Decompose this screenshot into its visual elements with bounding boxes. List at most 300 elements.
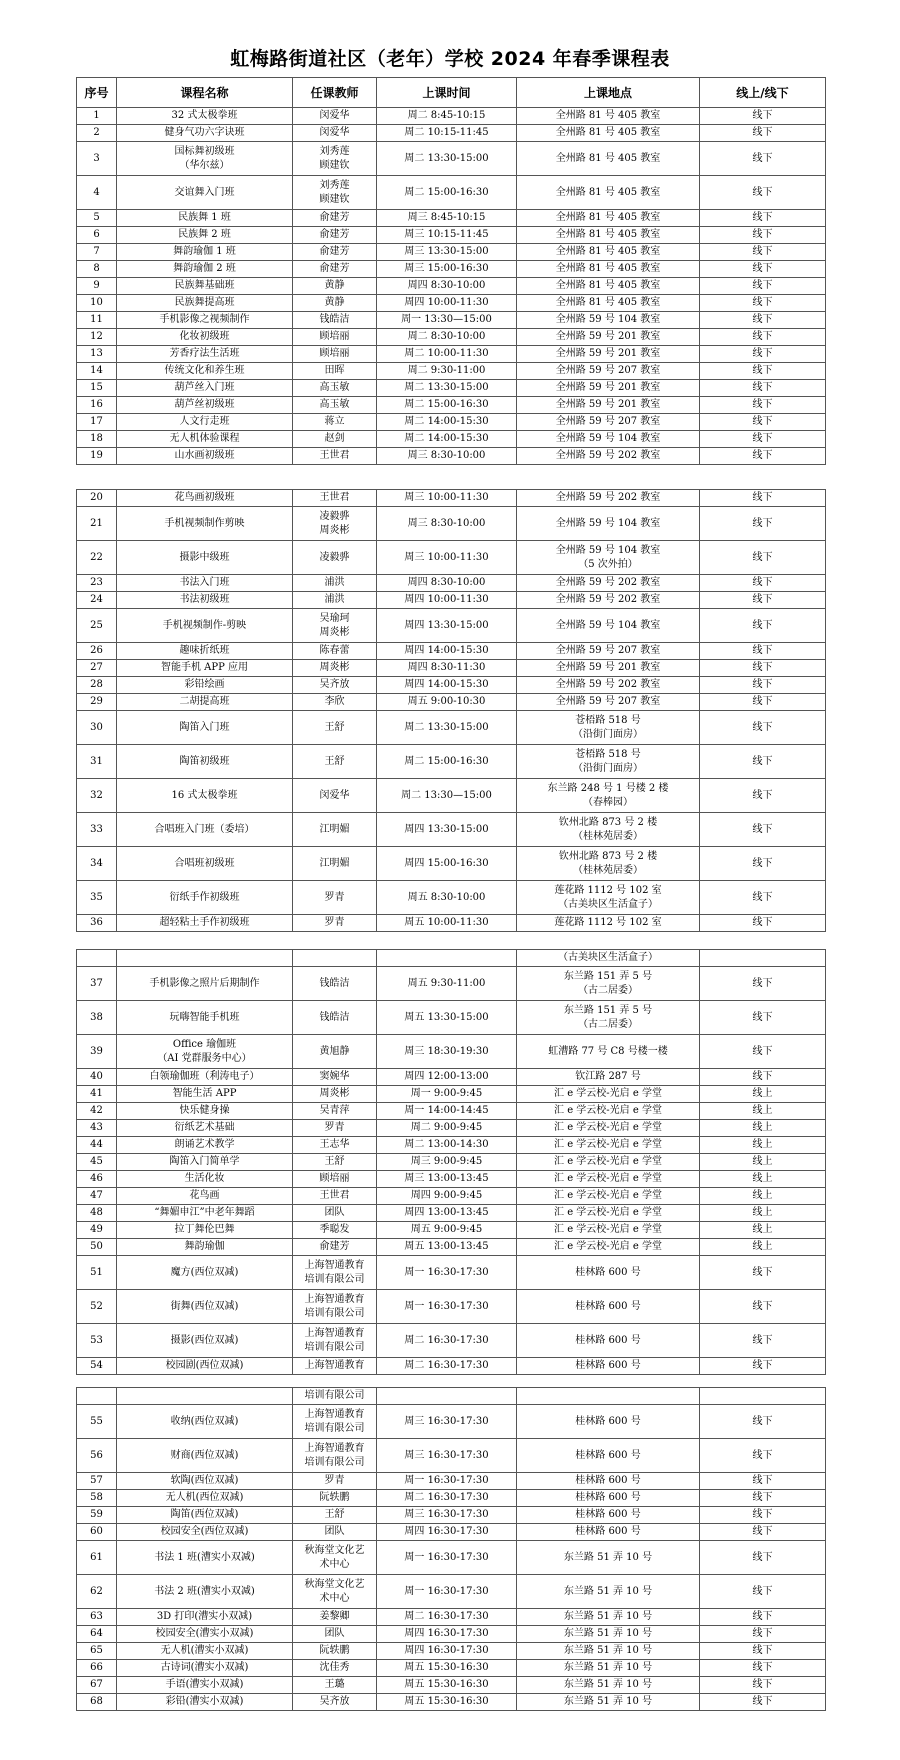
cell-course: 二胡提高班 [117,694,293,711]
cell-index: 15 [77,380,117,397]
cell-index: 61 [77,1541,117,1575]
cell-location: 桂林路 600 号 [517,1490,700,1507]
cell-course: 衍纸艺术基础 [117,1120,293,1137]
cell-mode: 线下 [700,1256,826,1290]
table-row [77,1239,826,1256]
cell-mode: 线下 [700,346,826,363]
cell-time: 周四 16:30-17:30 [377,1643,517,1660]
cell-teacher: 王世君 [293,448,377,465]
cell-mode: 线上 [700,1205,826,1222]
cell-time: 周三 16:30-17:30 [377,1439,517,1473]
cell-course: 摄影中级班 [117,541,293,575]
cell-mode: 线下 [700,711,826,745]
table-row [77,1541,826,1575]
table-row [77,1120,826,1137]
cell-index: 54 [77,1358,117,1375]
cell-course: 花鸟画 [117,1188,293,1205]
cell-teacher: 王舒 [293,711,377,745]
cell-course: 陶笛入门班 [117,711,293,745]
cell-location: 全州路 81 号 405 教室 [517,295,700,312]
cell-mode: 线下 [700,1677,826,1694]
cell-course: “舞媚申江”中老年舞蹈 [117,1205,293,1222]
table-row [77,448,826,465]
table-row [77,1256,826,1290]
cell-mode: 线下 [700,779,826,813]
course-table-2 [76,489,826,932]
table-row [77,108,826,125]
cell-index: 9 [77,278,117,295]
cell-teacher: 赵剑 [293,431,377,448]
cell-course: 民族舞提高班 [117,295,293,312]
table-row [77,1490,826,1507]
cell-time: 周四 13:30-15:00 [377,813,517,847]
cell-course: 校园安全(漕实小双减) [117,1626,293,1643]
cell-index: 37 [77,967,117,1001]
cell-course: 陶笛初级班 [117,745,293,779]
cell-course: 陶笛入门简单学 [117,1154,293,1171]
cell-mode: 线下 [700,1660,826,1677]
table-row [77,414,826,431]
cell-index: 46 [77,1171,117,1188]
cell-index: 25 [77,609,117,643]
cell-location: 汇 e 学云校-光启 e 学堂 [517,1120,700,1137]
cell-teacher: 沈佳秀 [293,1660,377,1677]
cell-course: 手机影像之照片后期制作 [117,967,293,1001]
cell-index: 31 [77,745,117,779]
cell-course: 魔方(西位双减) [117,1256,293,1290]
cell-index: 34 [77,847,117,881]
cell-teacher: 吴瑜珂 周炎彬 [293,609,377,643]
cell-index: 1 [77,108,117,125]
cell-time: 周二 13:30-15:00 [377,142,517,176]
table-row [77,261,826,278]
cell-mode: 线下 [700,1035,826,1069]
table-row [77,950,826,967]
table-row [77,1660,826,1677]
cell-time: 周一 16:30-17:30 [377,1290,517,1324]
table-row [77,1388,826,1405]
cell-location: 桂林路 600 号 [517,1358,700,1375]
cell-location: （古美块区生活盒子） [517,950,700,967]
table-row [77,1086,826,1103]
cell-time: 周四 13:00-13:45 [377,1205,517,1222]
cell-index: 50 [77,1239,117,1256]
cell-teacher: 浦洪 [293,592,377,609]
cell-teacher: 阮轶鹏 [293,1490,377,1507]
cell-course: 葫芦丝初级班 [117,397,293,414]
cell-teacher: 钱皓洁 [293,1001,377,1035]
cell-index: 68 [77,1694,117,1711]
cell-time: 周一 16:30-17:30 [377,1473,517,1490]
cell-time: 周一 16:30-17:30 [377,1541,517,1575]
cell-index: 32 [77,779,117,813]
cell-course: 智能手机 APP 应用 [117,660,293,677]
cell-teacher: 吴青萍 [293,1103,377,1120]
cell-time: 周一 16:30-17:30 [377,1256,517,1290]
cell-index: 11 [77,312,117,329]
cell-teacher: 上海智通教育 培训有限公司 [293,1324,377,1358]
cell-teacher: 上海智通教育 培训有限公司 [293,1256,377,1290]
cell-location: 汇 e 学云校-光启 e 学堂 [517,1154,700,1171]
cell-teacher: 蒋立 [293,414,377,431]
cell-mode: 线下 [700,380,826,397]
cell-mode: 线下 [700,660,826,677]
cell-teacher: 周炎彬 [293,660,377,677]
table-row [77,1694,826,1711]
cell-mode: 线下 [700,1541,826,1575]
table-row [77,915,826,932]
cell-mode: 线下 [700,397,826,414]
cell-course: Office 瑜伽班 （AI 党群服务中心） [117,1035,293,1069]
cell-teacher: 王璐 [293,1677,377,1694]
cell-index: 27 [77,660,117,677]
cell-index: 56 [77,1439,117,1473]
cell-location: 全州路 81 号 405 教室 [517,176,700,210]
cell-mode: 线下 [700,1358,826,1375]
cell-mode: 线下 [700,592,826,609]
cell-index: 62 [77,1575,117,1609]
cell-course: 16 式太极拳班 [117,779,293,813]
table-row [77,431,826,448]
cell-index: 67 [77,1677,117,1694]
cell-course: 摄影(西位双减) [117,1324,293,1358]
cell-course: 白领瑜伽班（利涛电子） [117,1069,293,1086]
cell-time: 周四 8:30-10:00 [377,575,517,592]
table-row [77,244,826,261]
cell-index: 58 [77,1490,117,1507]
cell-teacher: 高玉敏 [293,380,377,397]
cell-teacher: 高玉敏 [293,397,377,414]
cell-time: 周三 10:15-11:45 [377,227,517,244]
cell-location: 全州路 59 号 201 教室 [517,660,700,677]
cell-index: 10 [77,295,117,312]
cell-mode: 线上 [700,1239,826,1256]
cell-course: 手机影像之视频制作 [117,312,293,329]
table-row [77,643,826,660]
cell-mode [700,950,826,967]
cell-time: 周二 15:00-16:30 [377,745,517,779]
cell-location: 汇 e 学云校-光启 e 学堂 [517,1222,700,1239]
header-index: 序号 [77,78,117,108]
cell-index: 60 [77,1524,117,1541]
table-row [77,677,826,694]
cell-teacher: 王世君 [293,490,377,507]
cell-index: 22 [77,541,117,575]
cell-teacher: 团队 [293,1205,377,1222]
cell-teacher: 秋海堂文化艺 术中心 [293,1575,377,1609]
cell-mode: 线下 [700,1524,826,1541]
cell-mode: 线下 [700,813,826,847]
cell-time: 周五 15:30-16:30 [377,1694,517,1711]
cell-time: 周四 16:30-17:30 [377,1626,517,1643]
cell-time: 周一 16:30-17:30 [377,1575,517,1609]
cell-mode: 线上 [700,1103,826,1120]
header-teacher: 任课教师 [293,78,377,108]
cell-teacher: 团队 [293,1626,377,1643]
cell-location: 全州路 59 号 104 教室 [517,431,700,448]
cell-location: 汇 e 学云校-光启 e 学堂 [517,1188,700,1205]
cell-index: 17 [77,414,117,431]
cell-mode: 线下 [700,967,826,1001]
cell-teacher: 李欣 [293,694,377,711]
cell-mode: 线下 [700,278,826,295]
cell-index: 19 [77,448,117,465]
table-row [77,1575,826,1609]
cell-time: 周二 13:30—15:00 [377,779,517,813]
cell-time: 周三 13:00-13:45 [377,1171,517,1188]
cell-index: 47 [77,1188,117,1205]
header-mode: 线上/线下 [700,78,826,108]
cell-index: 66 [77,1660,117,1677]
header-location: 上课地点 [517,78,700,108]
table-row [77,1188,826,1205]
cell-index: 4 [77,176,117,210]
cell-teacher: 俞建芳 [293,244,377,261]
cell-time: 周四 15:00-16:30 [377,847,517,881]
table-row [77,295,826,312]
cell-teacher: 黄旭静 [293,1035,377,1069]
cell-teacher: 顾培丽 [293,329,377,346]
cell-index: 5 [77,210,117,227]
table-row [77,745,826,779]
cell-mode: 线下 [700,643,826,660]
table-segment-4 [76,1387,825,1711]
table-row [77,1137,826,1154]
cell-teacher: 陈春蕾 [293,643,377,660]
table-row [77,1677,826,1694]
table-row [77,1626,826,1643]
table-row [77,1324,826,1358]
cell-location: 汇 e 学云校-光启 e 学堂 [517,1239,700,1256]
cell-index: 20 [77,490,117,507]
cell-location: 钦州北路 873 号 2 楼 （桂林苑居委） [517,847,700,881]
cell-teacher: 凌毅骅 周炎彬 [293,507,377,541]
cell-time [377,950,517,967]
cell-location: 汇 e 学云校-光启 e 学堂 [517,1137,700,1154]
table-row [77,380,826,397]
cell-time [377,1388,517,1405]
table-row [77,1103,826,1120]
cell-course: 健身气功六字诀班 [117,125,293,142]
cell-location: 全州路 59 号 201 教室 [517,329,700,346]
cell-mode: 线下 [700,414,826,431]
cell-time: 周三 13:30-15:00 [377,244,517,261]
table-row [77,1171,826,1188]
cell-index: 2 [77,125,117,142]
cell-location: 桂林路 600 号 [517,1507,700,1524]
cell-location: 全州路 81 号 405 教室 [517,125,700,142]
cell-mode: 线下 [700,609,826,643]
cell-teacher: 黄静 [293,295,377,312]
cell-mode: 线下 [700,677,826,694]
table-row [77,1405,826,1439]
cell-course: 舞韵瑜伽 2 班 [117,261,293,278]
cell-time: 周五 15:30-16:30 [377,1660,517,1677]
table-row [77,1609,826,1626]
cell-mode: 线上 [700,1222,826,1239]
cell-mode: 线下 [700,1609,826,1626]
table-row [77,329,826,346]
course-table-4 [76,1387,826,1711]
cell-mode: 线上 [700,1154,826,1171]
table-row [77,1358,826,1375]
cell-time: 周四 8:30-10:00 [377,278,517,295]
cell-index: 24 [77,592,117,609]
cell-time: 周三 18:30-19:30 [377,1035,517,1069]
cell-mode: 线下 [700,1001,826,1035]
cell-teacher: 上海智通教育 培训有限公司 [293,1439,377,1473]
cell-mode: 线下 [700,1290,826,1324]
table-row [77,1473,826,1490]
table-row [77,541,826,575]
table-row [77,694,826,711]
cell-location: 汇 e 学云校-光启 e 学堂 [517,1103,700,1120]
table-row [77,346,826,363]
table-row [77,1069,826,1086]
cell-index: 35 [77,881,117,915]
cell-time: 周四 10:00-11:30 [377,295,517,312]
cell-time: 周五 8:30-10:00 [377,881,517,915]
cell-mode: 线下 [700,261,826,278]
cell-course: 无人机(西位双减) [117,1490,293,1507]
cell-mode: 线上 [700,1137,826,1154]
cell-location: 汇 e 学云校-光启 e 学堂 [517,1171,700,1188]
cell-course: 财商(西位双减) [117,1439,293,1473]
cell-location: 东兰路 51 弄 10 号 [517,1677,700,1694]
cell-time: 周四 10:00-11:30 [377,592,517,609]
cell-location: 全州路 81 号 405 教室 [517,261,700,278]
cell-course: 趣味折纸班 [117,643,293,660]
cell-index: 44 [77,1137,117,1154]
cell-index: 41 [77,1086,117,1103]
cell-location: 全州路 81 号 405 教室 [517,108,700,125]
cell-course: 超轻粘土手作初级班 [117,915,293,932]
cell-time: 周二 8:30-10:00 [377,329,517,346]
cell-course: 传统文化和养生班 [117,363,293,380]
cell-mode: 线下 [700,210,826,227]
cell-location: 汇 e 学云校-光启 e 学堂 [517,1205,700,1222]
cell-teacher: 闵爱华 [293,125,377,142]
cell-time: 周二 16:30-17:30 [377,1609,517,1626]
table-row [77,592,826,609]
cell-location: 全州路 59 号 201 教室 [517,346,700,363]
cell-mode: 线下 [700,227,826,244]
table-segment-3 [76,949,825,1375]
cell-mode: 线上 [700,1120,826,1137]
cell-index: 43 [77,1120,117,1137]
cell-teacher: 钱皓洁 [293,967,377,1001]
cell-mode: 线下 [700,847,826,881]
cell-index: 23 [77,575,117,592]
cell-mode: 线下 [700,363,826,380]
cell-course: 玩嗨智能手机班 [117,1001,293,1035]
cell-course: 交谊舞入门班 [117,176,293,210]
cell-mode: 线下 [700,745,826,779]
cell-location: 东兰路 151 弄 5 号 （古二居委） [517,1001,700,1035]
cell-time: 周一 14:00-14:45 [377,1103,517,1120]
cell-teacher: 王世君 [293,1188,377,1205]
cell-teacher [293,950,377,967]
cell-teacher: 江明媚 [293,813,377,847]
cell-course: 校园安全(西位双减) [117,1524,293,1541]
cell-course: 手语(漕实小双减) [117,1677,293,1694]
cell-time: 周二 13:30-15:00 [377,711,517,745]
cell-course: 舞韵瑜伽 [117,1239,293,1256]
cell-mode: 线下 [700,312,826,329]
cell-mode: 线下 [700,125,826,142]
table-row [77,363,826,380]
cell-location: 全州路 81 号 405 教室 [517,227,700,244]
cell-location: 全州路 81 号 405 教室 [517,278,700,295]
table-row [77,227,826,244]
cell-course: 合唱班初级班 [117,847,293,881]
cell-course: 民族舞 2 班 [117,227,293,244]
table-row [77,881,826,915]
cell-mode: 线下 [700,1643,826,1660]
table-segment-1 [76,77,825,465]
cell-course: 朗诵艺术教学 [117,1137,293,1154]
cell-index: 29 [77,694,117,711]
cell-index: 51 [77,1256,117,1290]
cell-mode: 线下 [700,490,826,507]
cell-time: 周五 9:30-11:00 [377,967,517,1001]
cell-time: 周三 8:30-10:00 [377,507,517,541]
cell-index: 18 [77,431,117,448]
cell-teacher: 培训有限公司 [293,1388,377,1405]
cell-teacher: 周炎彬 [293,1086,377,1103]
cell-course: 民族舞 1 班 [117,210,293,227]
cell-location: 汇 e 学云校-光启 e 学堂 [517,1086,700,1103]
cell-time: 周二 16:30-17:30 [377,1358,517,1375]
cell-course: 快乐健身操 [117,1103,293,1120]
cell-location: 东兰路 51 弄 10 号 [517,1626,700,1643]
cell-location: 莲花路 1112 号 102 室 [517,915,700,932]
cell-course: 彩铅绘画 [117,677,293,694]
cell-location: 全州路 81 号 405 教室 [517,142,700,176]
cell-time: 周五 13:00-13:45 [377,1239,517,1256]
cell-location: 全州路 59 号 207 教室 [517,363,700,380]
cell-mode: 线下 [700,1575,826,1609]
cell-location: 桂林路 600 号 [517,1324,700,1358]
table-body [77,490,826,932]
cell-location: 全州路 59 号 104 教室 [517,312,700,329]
cell-time: 周一 9:00-9:45 [377,1086,517,1103]
cell-course: 手机视频制作剪映 [117,507,293,541]
cell-index: 14 [77,363,117,380]
cell-teacher: 季聪发 [293,1222,377,1239]
cell-mode: 线下 [700,448,826,465]
cell-course: 收纳(西位双减) [117,1405,293,1439]
cell-index: 49 [77,1222,117,1239]
cell-teacher: 浦洪 [293,575,377,592]
cell-course: 智能生活 APP [117,1086,293,1103]
cell-teacher: 俞建芳 [293,210,377,227]
cell-time: 周四 13:30-15:00 [377,609,517,643]
cell-location: 全州路 59 号 201 教室 [517,397,700,414]
cell-time: 周五 9:00-10:30 [377,694,517,711]
cell-location: 苍梧路 518 号 （沿街门面房） [517,745,700,779]
cell-time: 周二 13:00-14:30 [377,1137,517,1154]
table-row [77,847,826,881]
cell-location: 全州路 59 号 202 教室 [517,448,700,465]
cell-location: 东兰路 51 弄 10 号 [517,1694,700,1711]
cell-teacher: 田晖 [293,363,377,380]
cell-teacher: 俞建芳 [293,1239,377,1256]
cell-time: 周四 14:00-15:30 [377,677,517,694]
cell-location: 全州路 59 号 207 教室 [517,694,700,711]
cell-index: 45 [77,1154,117,1171]
cell-mode: 线上 [700,1171,826,1188]
